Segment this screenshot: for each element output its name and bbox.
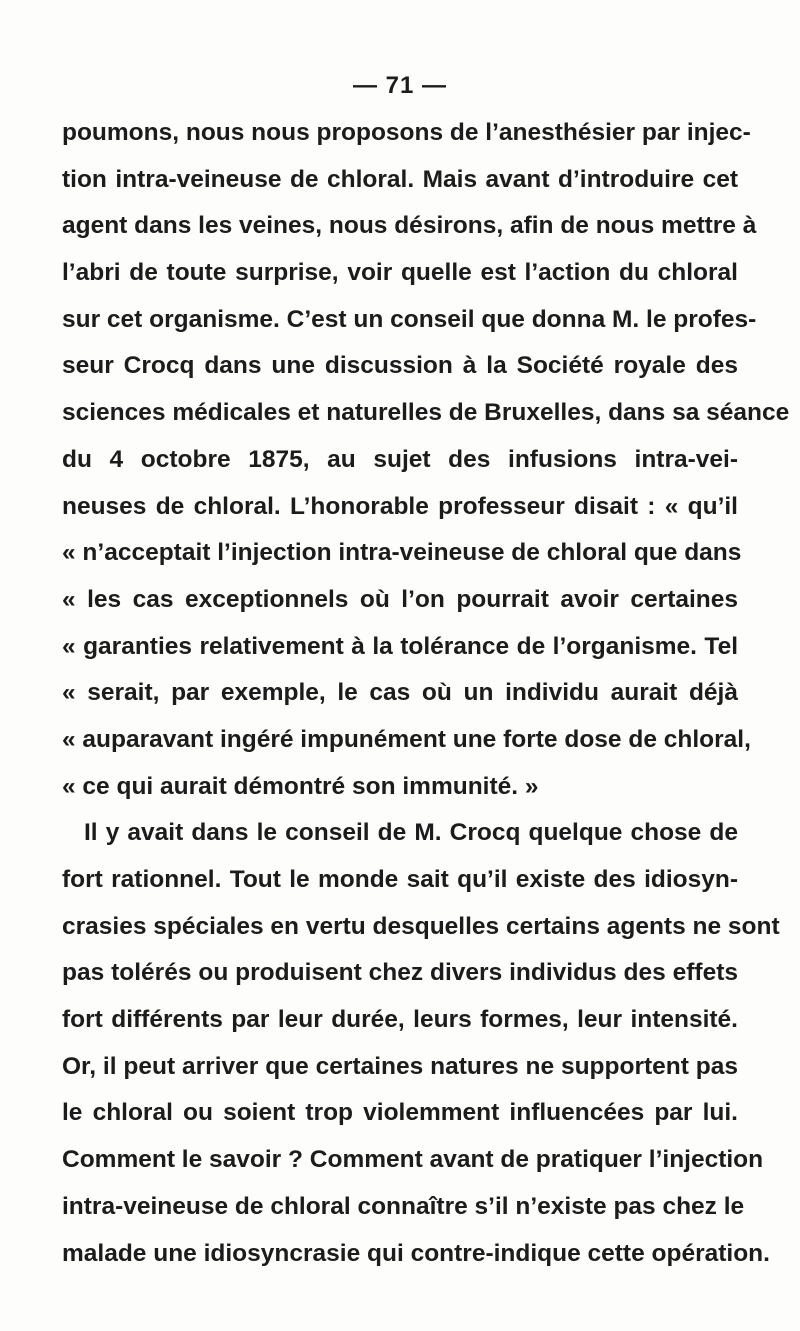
text-line: pas tolérés ou produisent chez divers individus des effets xyxy=(62,959,738,987)
text-line: neuses de chloral. L’honorable professeur disait : « qu’il xyxy=(62,492,738,520)
text-line: malade une idiosyncrasie qui contre-indique cette opération. xyxy=(62,1239,770,1267)
text-line: « les cas exceptionnels où l’on pourrait avoir certaines xyxy=(62,585,738,613)
text-line: « n’acceptait l’injection intra-veineuse de chloral que dans xyxy=(62,539,742,567)
text-line: « ce qui aurait démontré son immunité. » xyxy=(62,772,539,800)
text-line: poumons, nous nous proposons de l’anesthésier par injec- xyxy=(62,119,751,146)
text-line: du 4 octobre 1875, au sujet des infusions intra-vei- xyxy=(62,445,738,473)
text-line: sciences médicales et naturelles de Bruxelles, dans sa séance xyxy=(62,399,790,427)
text-line: le chloral ou soient trop violemment influencées par lui. xyxy=(62,1099,738,1127)
text-line: l’abri de toute surprise, voir quelle est l’action du chloral xyxy=(62,259,738,287)
text-line: seur Crocq dans une discussion à la Société royale des xyxy=(62,352,738,380)
text-line: agent dans les veines, nous désirons, afin de nous mettre à xyxy=(62,212,757,240)
text-line: crasies spéciales en vertu desquelles certains agents ne sont xyxy=(62,912,780,940)
text-line: fort rationnel. Tout le monde sait qu’il existe des idiosyn- xyxy=(62,866,738,893)
text-line: « auparavant ingéré impunément une forte dose de chloral, xyxy=(62,725,751,753)
text-line: Or, il peut arriver que certaines natures ne supportent pas xyxy=(62,1052,738,1080)
page-number: — 71 — xyxy=(352,72,448,99)
text-line: sur cet organisme. C’est un conseil que donna M. le profes- xyxy=(62,305,757,333)
text-line: fort différents par leur durée, leurs formes, leur intensité. xyxy=(62,1006,738,1034)
text-line: intra-veineuse de chloral connaître s’il n’existe pas chez le xyxy=(62,1192,745,1220)
text-line: « serait, par exemple, le cas où un individu aurait déjà xyxy=(62,679,738,707)
text-line: Comment le savoir ? Comment avant de pratiquer l’injection xyxy=(62,1146,764,1174)
body-text xyxy=(62,110,790,1277)
text-line: tion intra-veineuse de chloral. Mais avant d’introduire cet xyxy=(62,165,738,193)
text-line: « garanties relativement à la tolérance de l’organisme. Tel xyxy=(62,632,738,660)
text-line: Il y avait dans le conseil de M. Crocq quelque chose de xyxy=(84,819,738,847)
